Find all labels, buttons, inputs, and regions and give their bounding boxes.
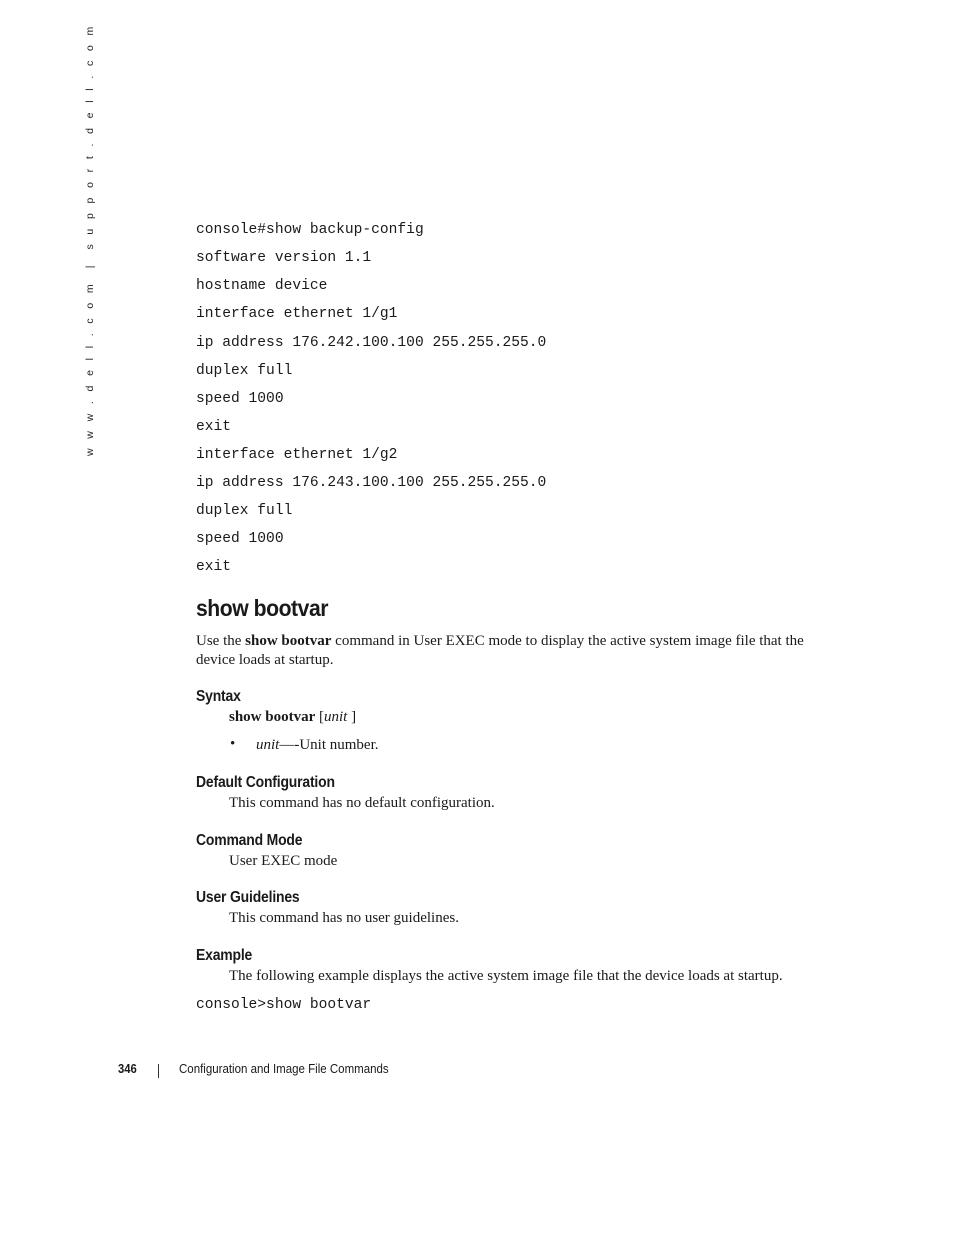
syntax-heading: Syntax [196, 688, 241, 705]
intro-pre: Use the [196, 633, 246, 649]
bullet-item [256, 736, 379, 755]
example-text: The following example displays the active system image file that the device loads at startup. [229, 968, 783, 984]
code-line: interface ethernet 1/g2 [196, 447, 398, 463]
code-line: exit [196, 559, 232, 575]
bullet-param: unit [256, 737, 280, 753]
footer-separator [158, 1064, 159, 1078]
code-line: duplex full [196, 363, 293, 379]
intro-paragraph [196, 632, 816, 670]
intro-post: command in User EXEC mode to display the active system image file that the device loads at startup. [196, 633, 804, 668]
bullet-desc: —-Unit number. [279, 737, 379, 753]
syntax-close: ] [347, 709, 357, 725]
syntax-cmd: show bootvar [229, 709, 316, 725]
intro-command: show bootvar [245, 633, 332, 649]
syntax-param: unit [324, 709, 348, 725]
user-guidelines-text: This command has no user guidelines. [229, 910, 459, 926]
code-line: duplex full [196, 503, 293, 519]
default-config-text: This command has no default configuration. [229, 795, 495, 811]
footer-chapter: Configuration and Image File Commands [179, 1062, 389, 1076]
syntax-command [229, 708, 356, 727]
default-config-heading: Default Configuration [196, 774, 335, 791]
user-guidelines-heading: User Guidelines [196, 889, 300, 906]
example-code: console>show bootvar [196, 997, 372, 1013]
code-line: ip address 176.243.100.100 255.255.255.0 [196, 475, 547, 491]
code-line: interface ethernet 1/g1 [196, 306, 398, 322]
code-line: hostname device [196, 278, 328, 294]
bullet-icon: • [230, 736, 236, 752]
page-number: 346 [118, 1062, 137, 1076]
command-mode-text: User EXEC mode [229, 853, 338, 869]
example-heading: Example [196, 947, 253, 964]
syntax-open: [ [315, 709, 325, 725]
side-url: w w w . d e l l . c o m | s u p p o r t . d e l l . c o m [84, 23, 96, 456]
section-title: show bootvar [196, 595, 329, 621]
code-line: software version 1.1 [196, 250, 372, 266]
code-line: console#show backup-config [196, 222, 424, 238]
code-line: exit [196, 419, 232, 435]
code-line: ip address 176.242.100.100 255.255.255.0 [196, 335, 547, 351]
command-mode-heading: Command Mode [196, 832, 303, 849]
code-line: speed 1000 [196, 531, 284, 547]
code-line: speed 1000 [196, 391, 284, 407]
